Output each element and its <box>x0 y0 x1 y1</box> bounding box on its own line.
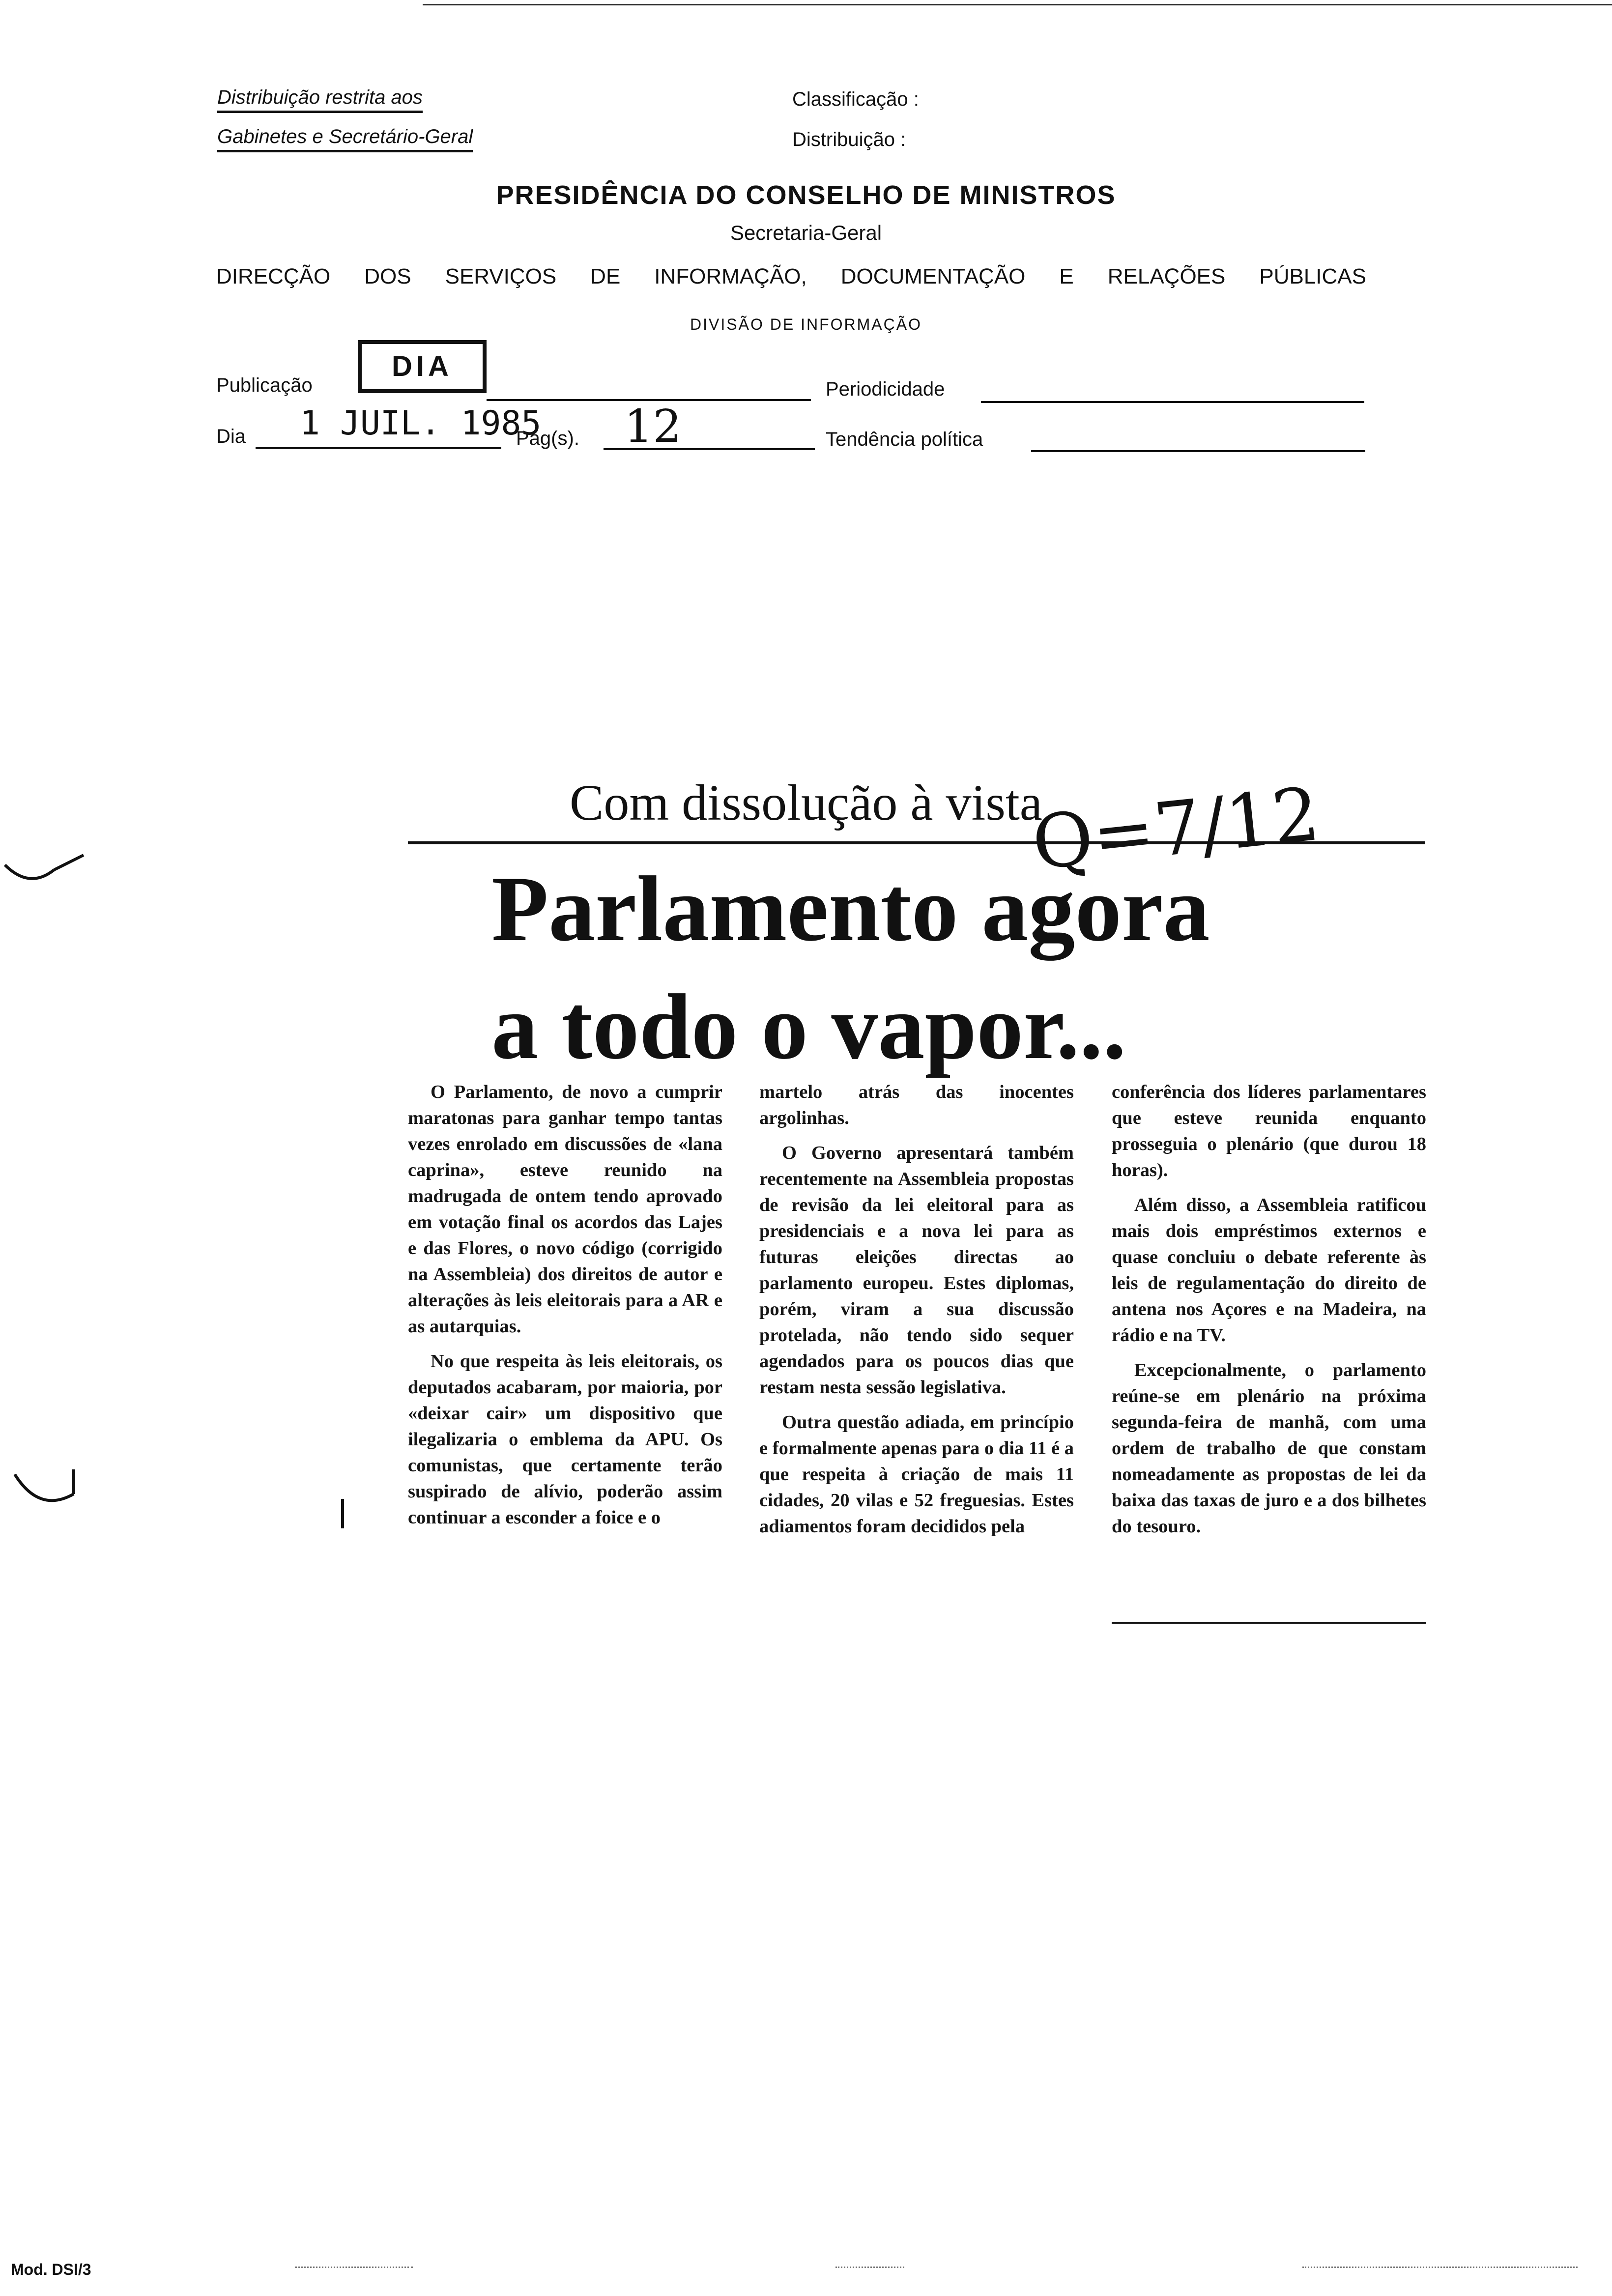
col3-paragraph-1: conferência dos líderes parlamentares que esteve reunida enquanto prosseguia o plenário (que durou 18 horas). <box>1112 1082 1426 1180</box>
restricted-distribution-line1 <box>217 86 423 113</box>
article-column-2 <box>759 1079 1074 1549</box>
handwritten-reference: Q=7/12 <box>1028 771 1324 887</box>
col3-paragraph-2: Além disso, a Assembleia ratificou mais dois empréstimos externos e quase concluiu o debate referente às leis de regulamentação do direito de antena nos Açores e na Madeira, na rádio e na TV. <box>1112 1195 1426 1346</box>
footer-dots-2 <box>835 2267 904 2268</box>
political-tendency-label: Tendência política <box>826 429 983 450</box>
day-fill-line <box>256 447 501 449</box>
footer-dots-1 <box>295 2267 413 2268</box>
day-stamp: 1 JUIL. 1985 <box>300 404 542 443</box>
scan-tick-mark <box>341 1499 344 1528</box>
day-label: Dia <box>216 426 246 447</box>
pages-handwritten: 12 <box>624 400 682 453</box>
distribution-label: Distribuição : <box>792 129 906 150</box>
org-subtitle: Secretaria-Geral <box>730 221 882 244</box>
col2-paragraph-3: Outra questão adiada, em princípio e formalmente apenas para o dia 11 é a que respeita à criação de mais 11 cidades, 20 vilas e 52 freguesias. Estes adiamentos foram decididos pela <box>759 1412 1074 1537</box>
col3-paragraph-3: Excepcionalmente, o parlamento reúne-se em plenário na próxima segunda-feira de manhã, com uma ordem de trabalho de que constam nomeadamente as propostas de lei da baixa das taxas de juro e a dos bilhetes do tesouro. <box>1112 1360 1426 1537</box>
publication-stamp: DIA <box>358 340 487 393</box>
scan-mark-left-upper <box>0 835 98 909</box>
periodicity-fill-line <box>981 401 1364 403</box>
col2-paragraph-2: O Governo apresentará também recentemente na Assembleia propostas de revisão da lei eleitoral para as presidenciais e a nova lei para as futuras eleições directas ao parlamento europeu. Estes diplomas, porém, viram a sua discussão protelada, não tendo sido sequer agendados para os poucos dias que restam nesta sessão legislativa. <box>759 1143 1074 1398</box>
restricted-distribution-line2 <box>217 126 473 152</box>
scan-mark-left-lower <box>0 1455 98 1533</box>
restricted-line2-text: Gabinetes e Secretário-Geral <box>217 126 473 152</box>
form-code: Mod. DSI/3 <box>11 2261 91 2278</box>
col1-paragraph-1: O Parlamento, de novo a cumprir maratonas para ganhar tempo tantas vezes enrolado em discussões de «lana caprina», esteve reunido na madrugada de ontem tendo aprovado em votação final os acordos das Lajes e das Flores, o novo código (corrigido na Assembleia) dos direitos de autor e alterações às leis eleitorais para a AR e as autarquias. <box>408 1082 722 1337</box>
headline-line1: Parlamento agora <box>491 858 1210 961</box>
footer-dots-3 <box>1302 2267 1578 2268</box>
article-kicker: Com dissolução à vista <box>570 775 1042 831</box>
col1-paragraph-2: No que respeita às leis eleitorais, os deputados acabaram, por maioria, por «deixar cair» um dispositivo que ilegalizaria o emblema da APU. Os comunistas, que certamente terão suspirado de alívio, poderão assim continuar a esconder a foice e o <box>408 1351 722 1528</box>
article-column-3 <box>1112 1079 1426 1549</box>
publication-label: Publicação <box>216 374 313 396</box>
pages-label: Pág(s). <box>516 428 579 449</box>
org-department: DIRECÇÃO DOS SERVIÇOS DE INFORMAÇÃO, DOCUMENTAÇÃO E RELAÇÕES PÚBLICAS <box>216 264 1366 288</box>
org-division: DIVISÃO DE INFORMAÇÃO <box>690 316 922 333</box>
article-end-rule <box>1112 1622 1426 1624</box>
top-edge-rule <box>423 4 1612 5</box>
article-headline <box>491 850 1425 1086</box>
restricted-line1-text: Distribuição restrita aos <box>217 86 423 113</box>
org-title: PRESIDÊNCIA DO CONSELHO DE MINISTROS <box>496 180 1116 210</box>
political-tendency-fill-line <box>1031 450 1365 452</box>
headline-line2: a todo o vapor... <box>491 976 1126 1079</box>
article-column-1 <box>408 1079 722 1540</box>
periodicity-label: Periodicidade <box>826 378 945 400</box>
pages-fill-line <box>604 448 815 450</box>
col2-paragraph-1: martelo atrás das inocentes argolinhas. <box>759 1082 1074 1128</box>
classification-label: Classificação : <box>792 88 919 110</box>
